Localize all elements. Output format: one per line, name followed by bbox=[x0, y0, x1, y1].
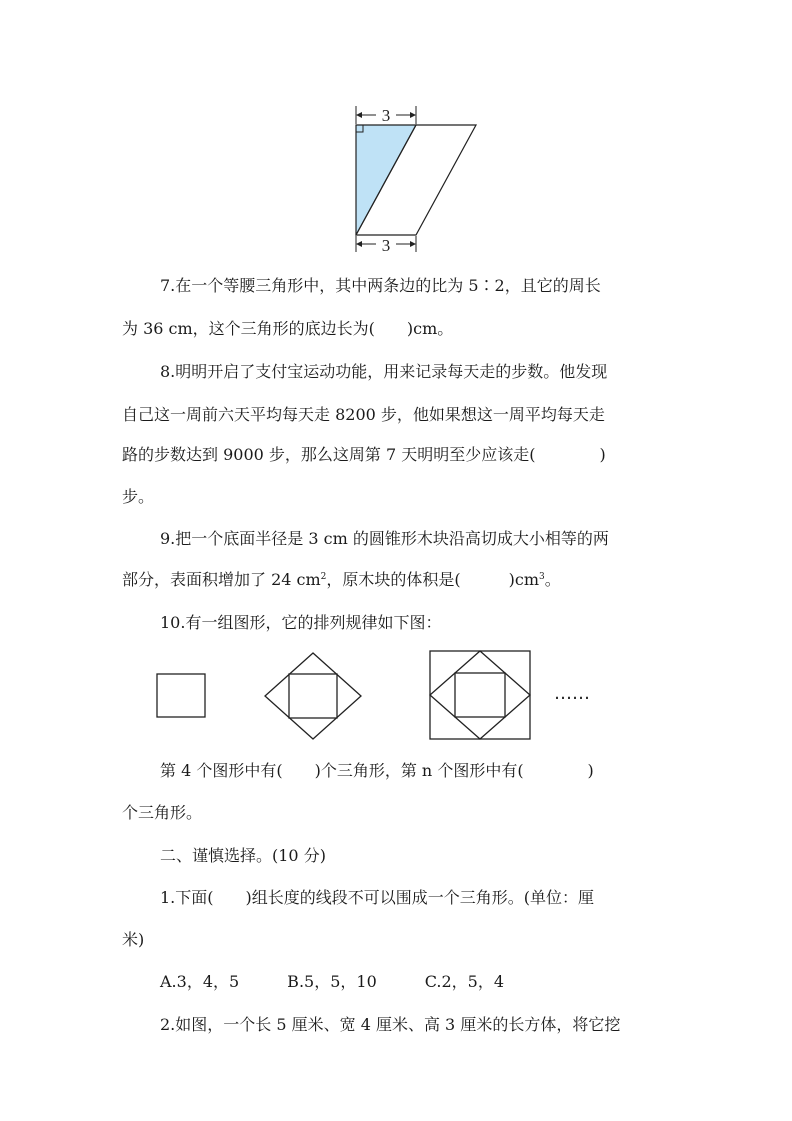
parallelogram-figure bbox=[340, 100, 490, 260]
pattern-ellipsis: …… bbox=[554, 683, 590, 704]
s2-q2-line-1: 2.如图，一个长 5 厘米、宽 4 厘米、高 3 厘米的长方体，将它挖 bbox=[160, 1015, 621, 1034]
q9-line-2-part-a: 部分，表面积增加了 24 cm bbox=[122, 570, 321, 589]
q7-line-1: 7.在一个等腰三角形中，其中两条边的比为 5∶2，且它的周长 bbox=[160, 276, 601, 295]
figure-2 bbox=[265, 653, 361, 739]
q7-line-2: 为 36 cm，这个三角形的底边长为( )cm。 bbox=[122, 319, 454, 338]
q9-line-2-part-b: ，原木块的体积是( )cm bbox=[326, 570, 540, 589]
q10-line-3: 个三角形。 bbox=[122, 803, 203, 822]
figure-3 bbox=[430, 651, 530, 739]
q8-line-1: 8.明明开启了支付宝运动功能，用来记录每天走的步数。他发现 bbox=[160, 362, 608, 381]
q9-volume-exponent: 3 bbox=[539, 572, 545, 582]
s2-q1-line-1: 1.下面( )组长度的线段不可以围成一个三角形。(单位：厘 bbox=[160, 888, 594, 907]
q9-area-exponent: 2 bbox=[320, 572, 327, 582]
top-dimension-label: 3 bbox=[381, 106, 391, 125]
q10-line-1: 10.有一组图形，它的排列规律如下图： bbox=[160, 613, 442, 632]
figure-1-square bbox=[157, 674, 205, 717]
q9-line-2 bbox=[122, 568, 561, 592]
bottom-dimension-label: 3 bbox=[381, 236, 391, 255]
s2-q1-options: A.3，4，5 B.5，5，10 C.2，5，4 bbox=[160, 972, 505, 991]
q8-line-4: 步。 bbox=[122, 487, 155, 506]
pattern-figures bbox=[150, 645, 630, 745]
section-2-heading: 二、谨慎选择。(10 分) bbox=[160, 846, 326, 865]
q8-line-2: 自己这一周前六天平均每天走 8200 步，他如果想这一周平均每天走 bbox=[122, 405, 605, 424]
s2-q1-line-2: 米) bbox=[122, 930, 145, 949]
q10-line-2: 第 4 个图形中有( )个三角形，第 n 个图形中有( ) bbox=[160, 761, 594, 780]
q9-line-2-part-c: 。 bbox=[544, 570, 561, 589]
q8-line-3: 路的步数达到 9000 步，那么这周第 7 天明明至少应该走( ) bbox=[122, 445, 606, 464]
q9-line-1: 9.把一个底面半径是 3 cm 的圆锥形木块沿高切成大小相等的两 bbox=[160, 529, 609, 548]
